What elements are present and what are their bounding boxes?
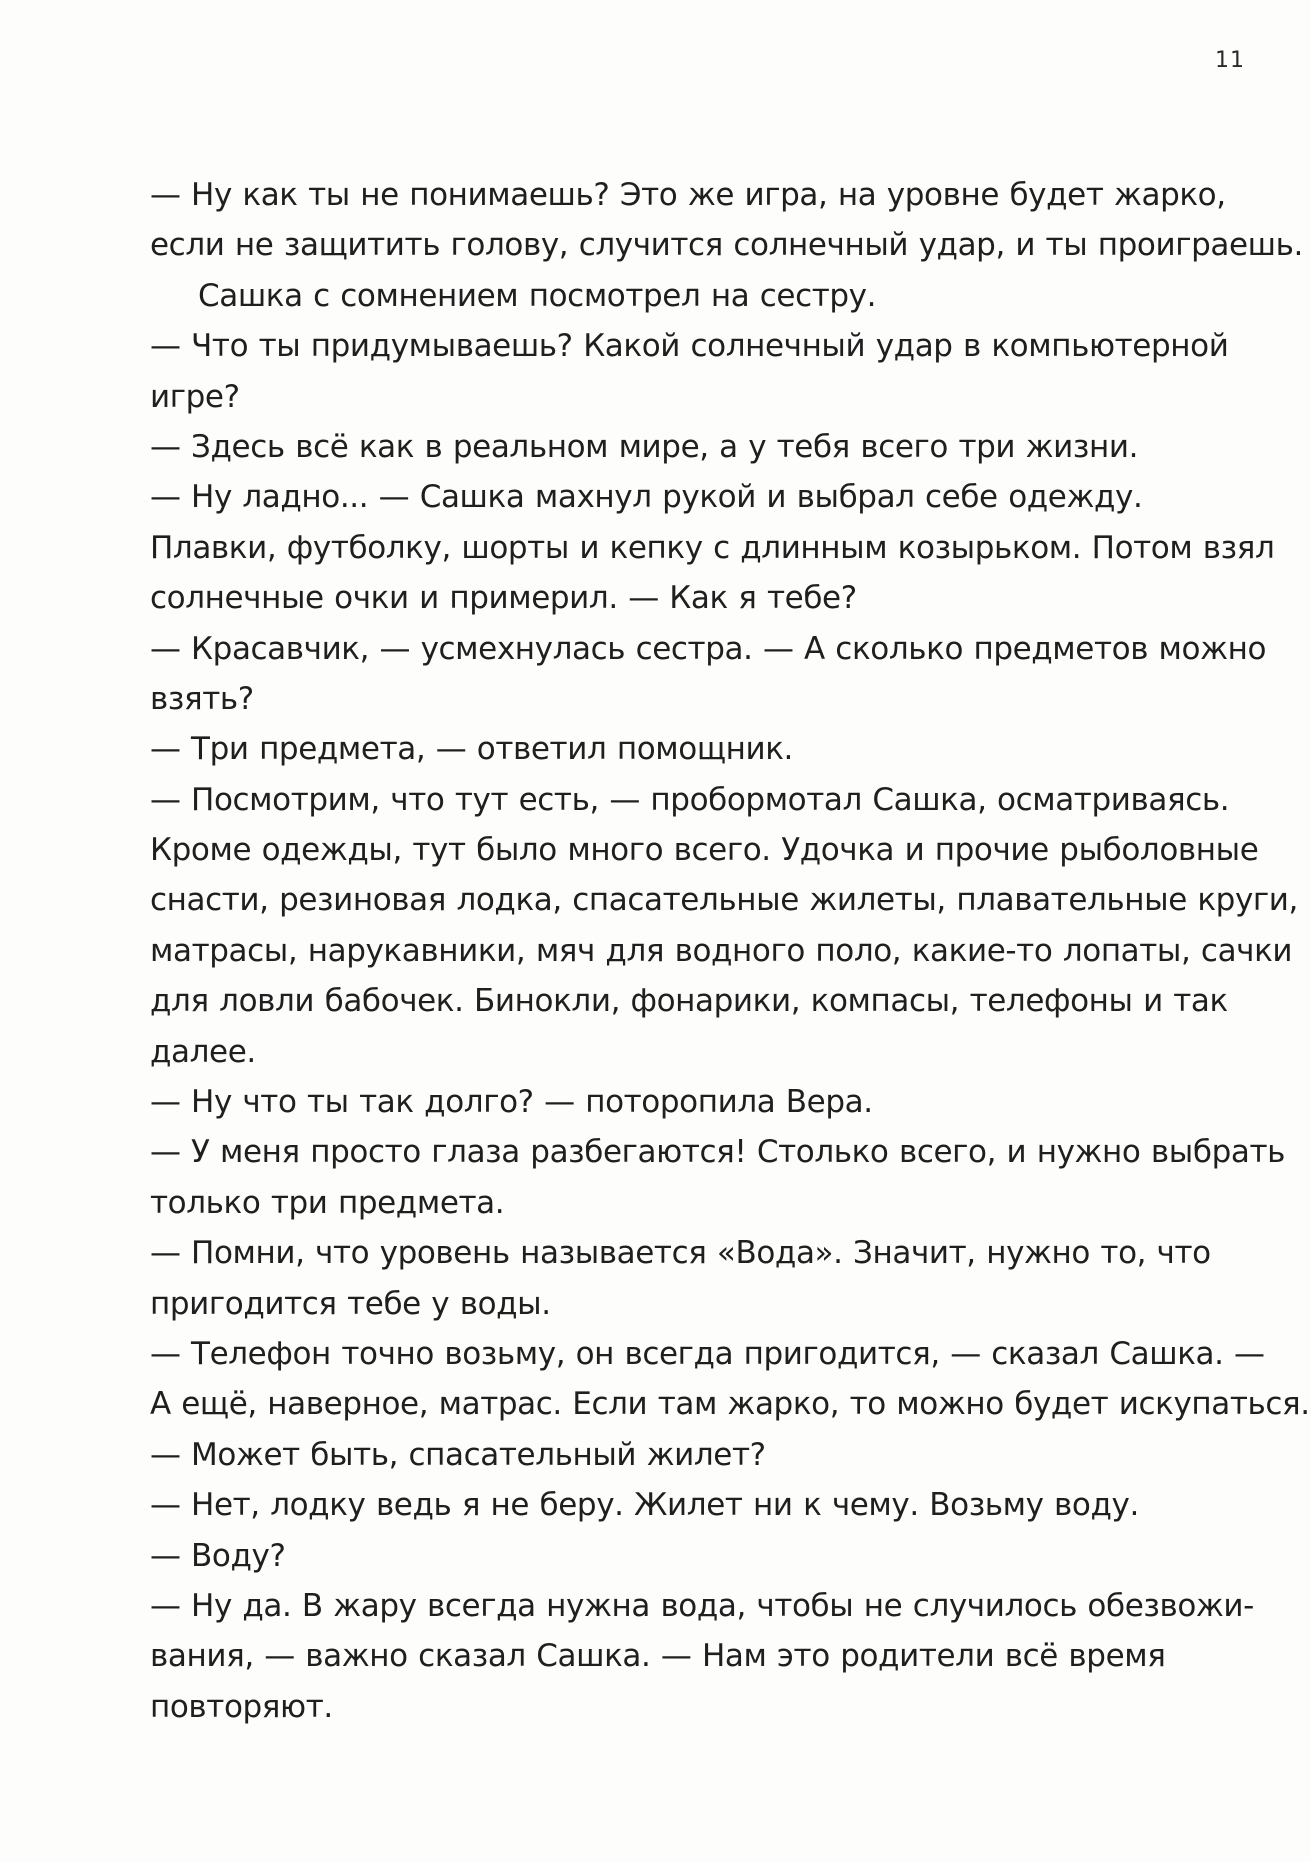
text-line: для ловли бабочек. Бинокли, фонарики, компасы, телефоны и так [150, 983, 1228, 1020]
text-line: — Нет, лодку ведь я не беру. Жилет ни к чему. Возьму воду. [150, 1487, 1139, 1524]
text-line: — Помни, что уровень называется «Вода». Значит, нужно то, что [150, 1235, 1211, 1272]
text-line: далее. [150, 1033, 256, 1070]
text-line: только три предмета. [150, 1184, 505, 1221]
text-line: пригодится тебе у воды. [150, 1285, 551, 1322]
text-line: Плавки, футболку, шорты и кепку с длинным козырьком. Потом взял [150, 529, 1275, 566]
text-line: — Ну ладно... — Сашка махнул рукой и выбрал себе одежду. [150, 479, 1143, 516]
text-line: матрасы, нарукавники, мяч для водного поло, какие-то лопаты, сачки [150, 932, 1293, 969]
text-line: Кроме одежды, тут было много всего. Удочка и прочие рыболовные [150, 832, 1259, 869]
text-line: солнечные очки и примерил. — Как я тебе? [150, 580, 857, 617]
page-number: 11 [1215, 48, 1245, 73]
text-line: повторяют. [150, 1688, 333, 1725]
text-line: А ещё, наверное, матрас. Если там жарко, то можно будет искупаться. [150, 1386, 1310, 1423]
text-line: — Телефон точно возьму, он всегда пригодится, — сказал Сашка. — [150, 1335, 1265, 1372]
text-line: — Посмотрим, что тут есть, — пробормотал Сашка, осматриваясь. [150, 781, 1230, 818]
text-line: взять? [150, 680, 254, 717]
text-line: — Ну да. В жару всегда нужна вода, чтобы не случилось обезвожи- [150, 1587, 1254, 1624]
text-line: — Что ты придумываешь? Какой солнечный удар в компьютерной [150, 328, 1229, 365]
text-line: — Три предмета, — ответил помощник. [150, 731, 794, 768]
text-line: игре? [150, 378, 240, 415]
text-line: — Ну как ты не понимаешь? Это же игра, на уровне будет жарко, [150, 177, 1226, 213]
text-line: — Здесь всё как в реальном мире, а у тебя всего три жизни. [150, 428, 1139, 465]
text-line: — Красавчик, — усмехнулась сестра. — А сколько предметов можно [150, 630, 1267, 667]
story-text [150, 170, 1310, 1732]
text-line: — Ну что ты так долго? — поторопила Вера. [150, 1084, 873, 1121]
text-line: — У меня просто глаза разбегаются! Столько всего, и нужно выбрать [150, 1134, 1285, 1171]
text-line: если не защитить голову, случится солнечный удар, и ты проиграешь. [150, 227, 1303, 264]
text-line: снасти, резиновая лодка, спасательные жилеты, плавательные круги, [150, 882, 1298, 919]
text-line: — Воду? [150, 1537, 286, 1574]
text-line: Сашка с сомнением посмотрел на сестру. [198, 277, 877, 314]
text-line: — Может быть, спасательный жилет? [150, 1436, 766, 1473]
text-line: вания, — важно сказал Сашка. — Нам это родители всё время [150, 1638, 1166, 1675]
